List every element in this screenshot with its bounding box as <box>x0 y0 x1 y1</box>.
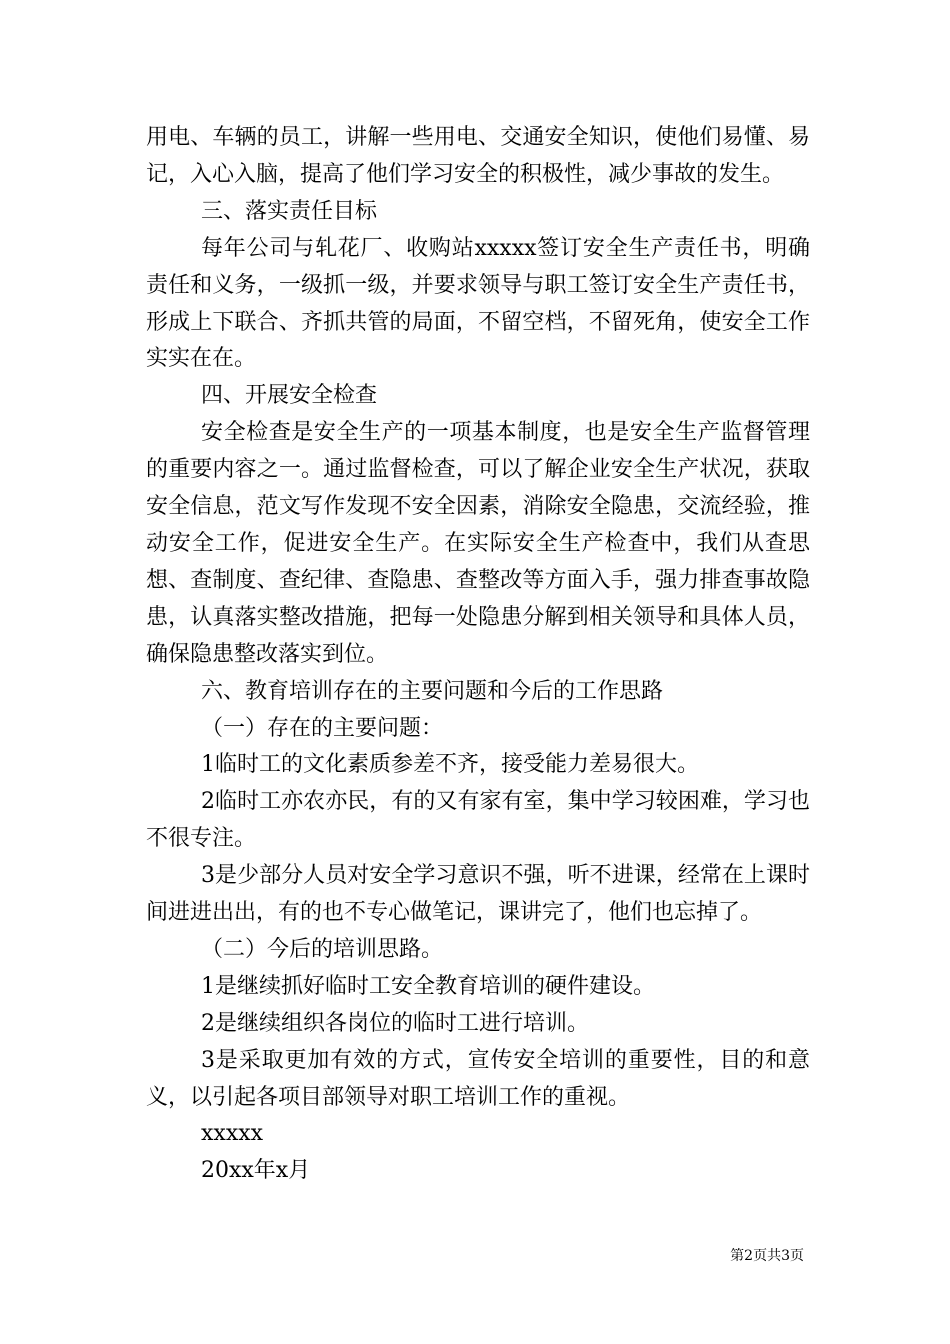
section-heading-3: 三、落实责任目标 <box>201 198 378 224</box>
problem-item-2: 2临时工亦农亦民，有的又有家有室，集中学习较困难，学习也不很专注。 <box>146 789 810 852</box>
subheading-plans: （二）今后的培训思路。 <box>201 936 444 962</box>
paragraph-inspection: 安全检查是安全生产的一项基本制度，也是安全生产监督管理的重要内容之一。通过监督检查，可以了解企业安全生产状况，获取安全信息，范文写作发现不安全因素，消除安全隐患，交流经验，推动安全工作，促进安全生产。在实际安全生产检查中，我们从查思想、查制度、查纪律、查隐患、查整改等方面入手，强力排查事故隐患，认真落实整改措施，把每一处隐患分解到相关领导和具体人员，确保隐患整改落实到位。 <box>146 420 810 667</box>
paragraph-responsibility: 每年公司与轧花厂、收购站xxxxx签订安全生产责任书，明确责任和义务，一级抓一级，并要求领导与职工签订安全生产责任书，形成上下联合、齐抓共管的局面，不留空档，不留死角，使安全工作实实在在。 <box>146 235 810 372</box>
problem-item-1: 1临时工的文化素质参差不齐，接受能力差易很大。 <box>201 752 699 778</box>
signature-name: xxxxx <box>201 1121 264 1147</box>
document-body <box>146 120 810 1190</box>
plan-item-3: 3是采取更加有效的方式，宣传安全培训的重要性，目的和意义，以引起各项目部领导对职工培训工作的重视。 <box>146 1047 810 1110</box>
plan-item-1: 1是继续抓好临时工安全教育培训的硬件建设。 <box>201 973 655 999</box>
problem-item-3: 3是少部分人员对安全学习意识不强，听不进课，经常在上课时间进进出出，有的也不专心做笔记，课讲完了，他们也忘掉了。 <box>146 863 810 926</box>
section-heading-4: 四、开展安全检查 <box>201 383 378 409</box>
page-number: 第2页共3页 <box>730 1248 804 1264</box>
section-heading-6: 六、教育培训存在的主要问题和今后的工作思路 <box>201 678 664 704</box>
signature-date: 20xx年x月 <box>201 1158 311 1184</box>
subheading-problems: （一）存在的主要问题： <box>201 715 444 741</box>
paragraph-continued: 用电、车辆的员工，讲解一些用电、交通安全知识，使他们易懂、易记，入心入脑，提高了他们学习安全的积极性，减少事故的发生。 <box>146 125 810 187</box>
plan-item-2: 2是继续组织各岗位的临时工进行培训。 <box>201 1010 589 1036</box>
